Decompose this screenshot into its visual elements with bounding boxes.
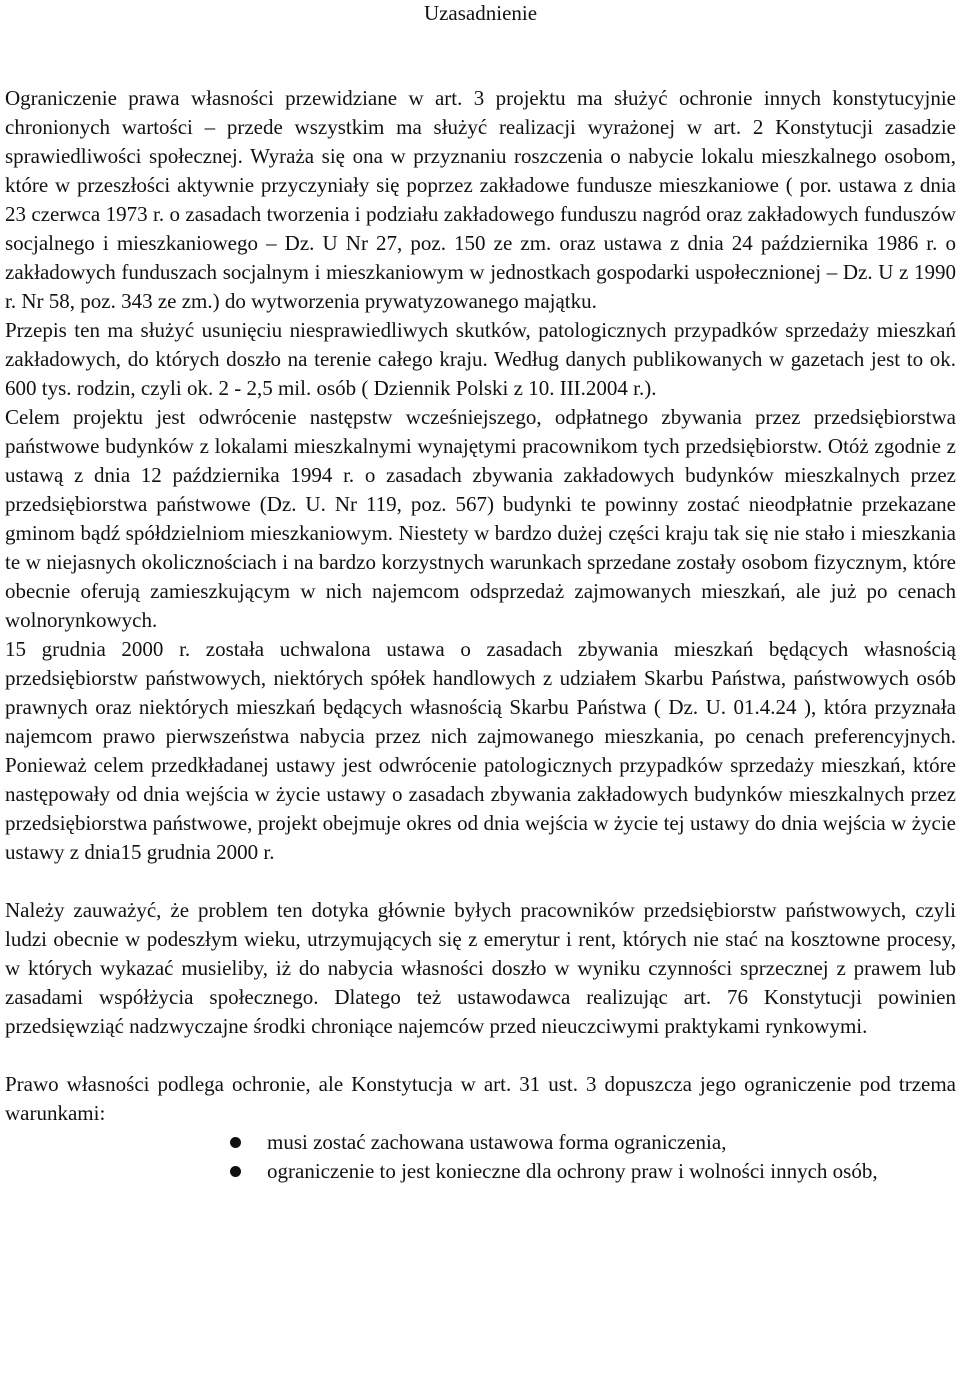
conditions-list — [5, 1128, 956, 1186]
paragraph-project-goal: Celem projektu jest odwrócenie następstw wcześniejszego, odpłatnego zbywania przez przedsiębiorstwa państwowe budynków z lokalami mieszkalnymi wynajętymi pracownikom tych przedsiębiorstw. Otóż zgodnie z ustawą z dnia 12 października 1994 r. o zasadach zbywania zakładowych budynków mieszkalnych przez przedsiębiorstwa państwowe (Dz. U. Nr 119, poz. 567) budynki te powinny zostać nieodpłatnie przekazane gminom bądź spółdzielniom mieszkaniowym. Niestety w bardzo dużej części kraju tak się nie stało i mieszkania te w niejasnych okolicznościach i na bardzo korzystnych warunkach sprzedane zostały osobom fizycznym, które obecnie oferują zamieszkującym w nich najemcom odsprzedaż zajmowanych mieszkań, ale już po cenach wolnorynkowych. — [5, 405, 956, 632]
paragraph-spacer — [5, 867, 956, 896]
list-item-text: ograniczenie to jest konieczne dla ochrony praw i wolności innych osób, — [267, 1159, 878, 1183]
paragraph-injustice: Przepis ten ma służyć usunięciu niesprawiedliwych skutków, patologicznych przypadków sprzedaży mieszkań zakładowych, do których doszło na terenie całego kraju. Według danych publikowanych w gazetach jest to ok. 600 tys. rodzin, czyli ok. 2 - 2,5 mil. osób ( Dziennik Polski z 10. III.2004 r.). — [5, 318, 956, 400]
paragraph-constitution-conditions: Prawo własności podlega ochronie, ale Konstytucja w art. 31 ust. 3 dopuszcza jego ograniczenie pod trzema warunkami: — [5, 1072, 956, 1125]
paragraph-former-employees: Należy zauważyć, że problem ten dotyka głównie byłych pracowników przedsiębiorstw państwowych, czyli ludzi obecnie w podeszłym wieku, utrzymujących się z emerytur i rent, których nie stać na kosztowne procesy, w których wykazać musieliby, iż do nabycia własności doszło w wyniku czynności sprzecznej z prawem lub zasadami współżycia społecznego. Dlatego też ustawodawca realizując art. 76 Konstytucji powinien przedsięwziąć nadzwyczajne środki chroniące najemców przed nieuczciwymi praktykami rynkowymi. — [5, 898, 956, 1038]
list-item — [5, 1157, 956, 1186]
paragraph-property-limitation: Ograniczenie prawa własności przewidziane w art. 3 projektu ma służyć ochronie innych konstytucyjnie chronionych wartości – przede wszystkim ma służyć realizacji wyrażonej w art. 2 Konstytucji zasadzie sprawiedliwości społecznej. Wyraża się ona w przyznaniu roszczenia o nabycie lokalu mieszkalnego osobom, które w przeszłości aktywnie przyczyniały się poprzez zakładowe fundusze mieszkaniowe ( por. ustawa z dnia 23 czerwca 1973 r. o zasadach tworzenia i podziału zakładowego funduszu nagród oraz zakładowych funduszów socjalnego i mieszkaniowego – Dz. U Nr 27, poz. 150 ze zm. oraz ustawa z dnia 24 października 1986 r. o zakładowych funduszach socjalnym i mieszkaniowym w jednostkach gospodarki uspołecznionej – Dz. U z 1990 r. Nr 58, poz. 343 ze zm.) do wytworzenia prywatyzowanego majątku. — [5, 86, 956, 313]
document-title: Uzasadnienie — [423, 1, 538, 25]
document-page — [5, 0, 956, 1186]
paragraph-act-2000: 15 grudnia 2000 r. została uchwalona ustawa o zasadach zbywania mieszkań będących własnością przedsiębiorstw państwowych, niektórych spółek handlowych z udziałem Skarbu Państwa, państwowych osób prawnych oraz niektórych mieszkań będących własnością Skarbu Państwa ( Dz. U. 01.4.24 ), która przyznała najemcom prawo pierwszeństwa nabycia przez nich zajmowanego mieszkania, po cenach preferencyjnych. Ponieważ celem przedkładanej ustawy jest odwrócenie patologicznych przypadków sprzedaży mieszkań, które następowały od dnia wejścia w życie ustawy o zasadach zbywania zakładowych budynków mieszkalnych przez przedsiębiorstwa państwowe, projekt obejmuje okres od dnia wejścia w życie tej ustawy do dnia wejścia w życie ustawy z dnia15 grudnia 2000 r. — [5, 637, 956, 864]
list-item — [5, 1128, 956, 1157]
list-item-text: musi zostać zachowana ustawowa forma ograniczenia, — [267, 1130, 727, 1154]
bullet-icon — [230, 1137, 241, 1148]
title-spacer — [5, 26, 956, 84]
paragraph-spacer — [5, 1041, 956, 1070]
bullet-icon — [230, 1166, 241, 1177]
